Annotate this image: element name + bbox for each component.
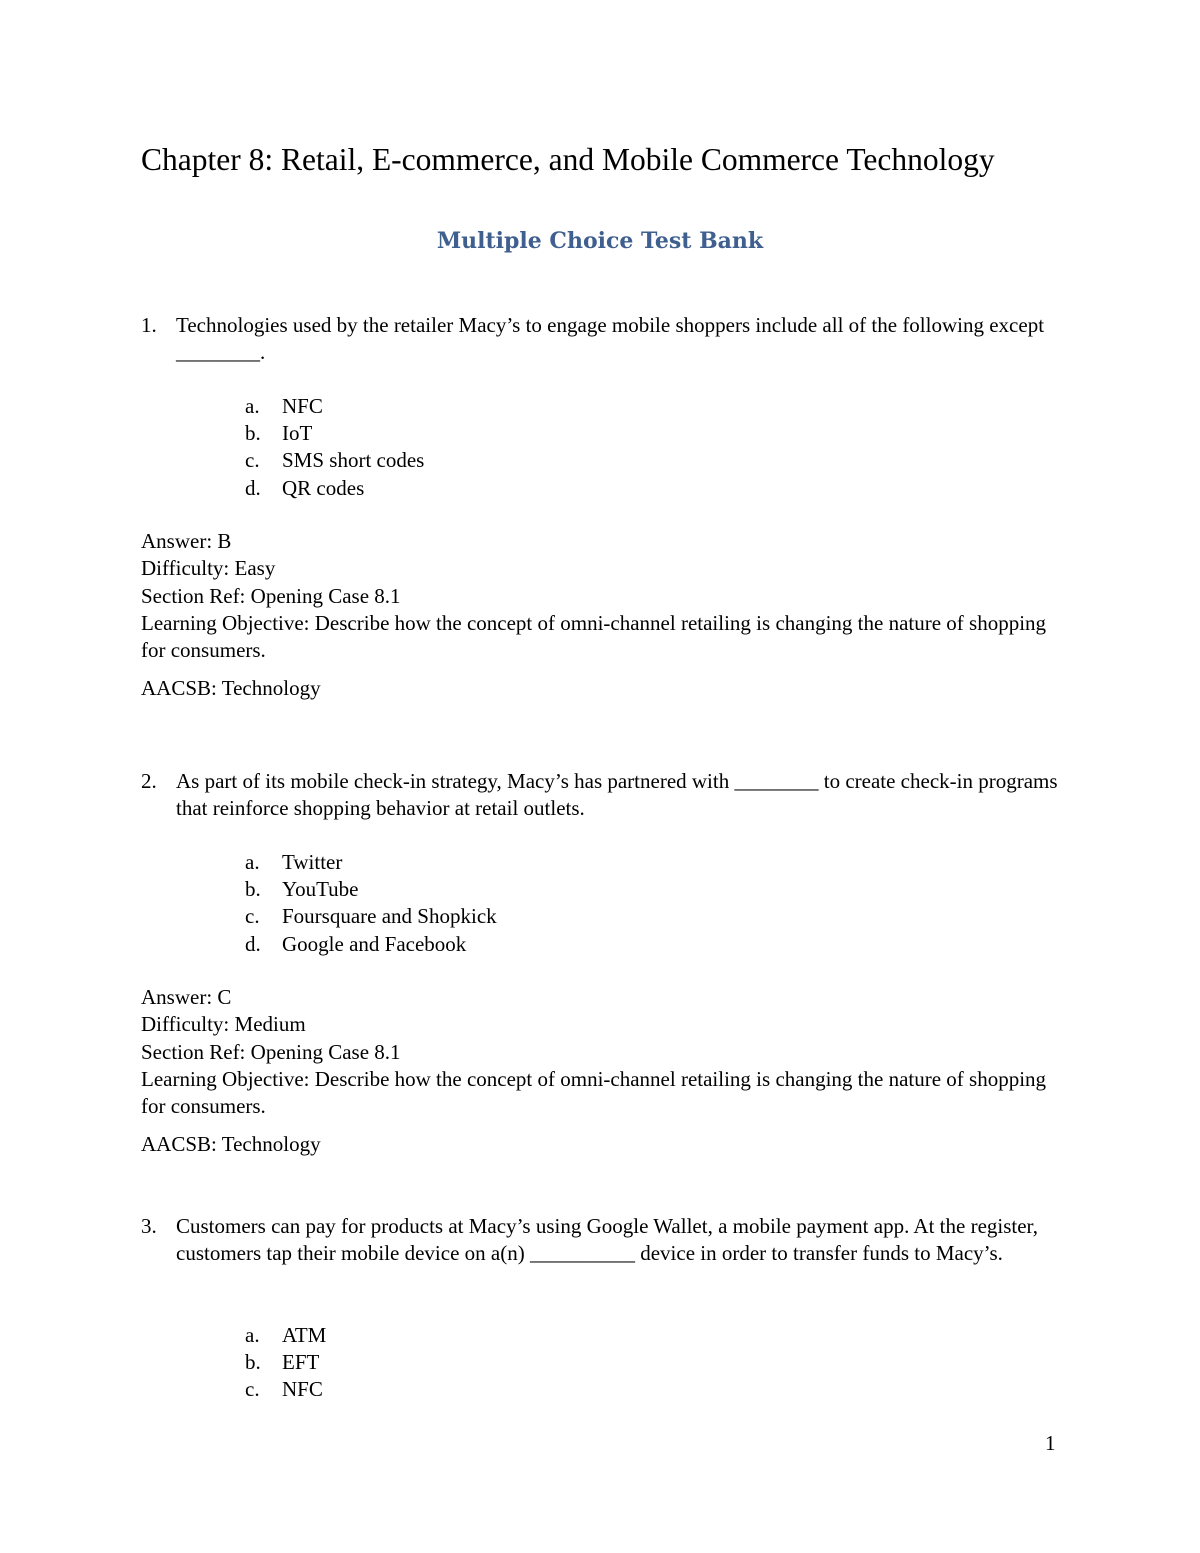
option-text: Twitter bbox=[282, 850, 343, 874]
page-title: Chapter 8: Retail, E-commerce, and Mobile Commerce Technology bbox=[141, 142, 995, 177]
option-text: NFC bbox=[282, 1377, 323, 1401]
option-text: QR codes bbox=[282, 476, 365, 500]
difficulty-line bbox=[141, 1011, 1061, 1038]
difficulty-value: Easy bbox=[234, 556, 276, 581]
aacsb-label: AACSB: bbox=[141, 676, 222, 700]
difficulty-value: Medium bbox=[234, 1012, 306, 1037]
question-3-number: 3. bbox=[141, 1214, 157, 1238]
answer-line bbox=[141, 528, 1061, 555]
question-3-option-b bbox=[245, 1349, 319, 1376]
option-letter: b. bbox=[245, 421, 261, 445]
option-text: SMS short codes bbox=[282, 448, 425, 472]
option-text: ATM bbox=[282, 1323, 327, 1347]
difficulty-label: Difficulty: bbox=[141, 1012, 235, 1037]
learning-objective-label: Learning Objective: bbox=[141, 610, 315, 635]
difficulty-label: Difficulty: bbox=[141, 556, 235, 581]
option-text: IoT bbox=[282, 421, 313, 445]
difficulty-line bbox=[141, 555, 1061, 582]
aacsb-value: Technology bbox=[221, 1132, 321, 1156]
question-3-text: Customers can pay for products at Macy’s using Google Wallet, a mobile payment app. At the register, customers tap their mobile device on a(n) __________ device in order to transfer funds to Macy’s. bbox=[176, 1214, 1038, 1266]
option-text: Google and Facebook bbox=[282, 932, 467, 956]
question-1-text: Technologies used by the retailer Macy’s to engage mobile shoppers include all of the following except ________. bbox=[176, 313, 1045, 365]
question-1-option-a bbox=[245, 393, 323, 420]
aacsb-value: Technology bbox=[221, 676, 321, 700]
answer-value: B bbox=[217, 529, 232, 553]
question-3-option-a bbox=[245, 1322, 326, 1349]
question-1-number: 1. bbox=[141, 313, 157, 337]
option-letter: d. bbox=[245, 476, 261, 500]
question-1-option-d bbox=[245, 475, 364, 502]
section-ref-label: Section Ref: bbox=[141, 1039, 251, 1064]
answer-label: Answer: bbox=[141, 985, 218, 1009]
question-2-text: As part of its mobile check-in strategy, Macy’s has partnered with ________ to create check-in programs that reinforce shopping behavior at retail outlets. bbox=[176, 769, 1058, 821]
question-2-meta bbox=[141, 984, 1061, 1120]
option-letter: c. bbox=[245, 1377, 260, 1401]
learning-objective-value: Describe how the concept of omni-channel retailing is changing the nature of shopping for consumers. bbox=[141, 1066, 1047, 1119]
option-letter: a. bbox=[245, 1323, 260, 1347]
question-1-option-b bbox=[245, 420, 312, 447]
question-3-option-c bbox=[245, 1376, 323, 1403]
learning-objective-line bbox=[141, 610, 1061, 665]
question-2-number: 2. bbox=[141, 769, 157, 793]
learning-objective-line bbox=[141, 1066, 1061, 1121]
page-number: 1 bbox=[1045, 1431, 1056, 1455]
learning-objective-label: Learning Objective: bbox=[141, 1066, 315, 1091]
option-letter: a. bbox=[245, 394, 260, 418]
answer-value: C bbox=[217, 985, 232, 1009]
learning-objective-value: Describe how the concept of omni-channel retailing is changing the nature of shopping for consumers. bbox=[141, 610, 1047, 663]
option-letter: c. bbox=[245, 448, 260, 472]
option-letter: b. bbox=[245, 877, 261, 901]
question-1-aacsb bbox=[141, 675, 321, 702]
question-1-meta bbox=[141, 528, 1061, 664]
question-2-aacsb bbox=[141, 1131, 321, 1158]
section-ref-value: Opening Case 8.1 bbox=[250, 1039, 401, 1064]
option-text: Foursquare and Shopkick bbox=[282, 904, 497, 928]
answer-label: Answer: bbox=[141, 529, 218, 553]
option-text: YouTube bbox=[282, 877, 359, 901]
option-letter: c. bbox=[245, 904, 260, 928]
section-ref-label: Section Ref: bbox=[141, 583, 251, 608]
aacsb-label: AACSB: bbox=[141, 1132, 222, 1156]
option-text: EFT bbox=[282, 1350, 320, 1374]
option-text: NFC bbox=[282, 394, 323, 418]
option-letter: b. bbox=[245, 1350, 261, 1374]
option-letter: d. bbox=[245, 932, 261, 956]
question-2-option-c bbox=[245, 903, 497, 930]
option-letter: a. bbox=[245, 850, 260, 874]
answer-line bbox=[141, 984, 1061, 1011]
section-subtitle: Multiple Choice Test Bank bbox=[436, 228, 764, 254]
question-2-option-a bbox=[245, 849, 342, 876]
question-2-option-d bbox=[245, 931, 466, 958]
section-ref-value: Opening Case 8.1 bbox=[250, 583, 401, 608]
section-ref-line bbox=[141, 583, 1061, 610]
question-2-option-b bbox=[245, 876, 358, 903]
section-ref-line bbox=[141, 1039, 1061, 1066]
question-1-option-c bbox=[245, 447, 424, 474]
